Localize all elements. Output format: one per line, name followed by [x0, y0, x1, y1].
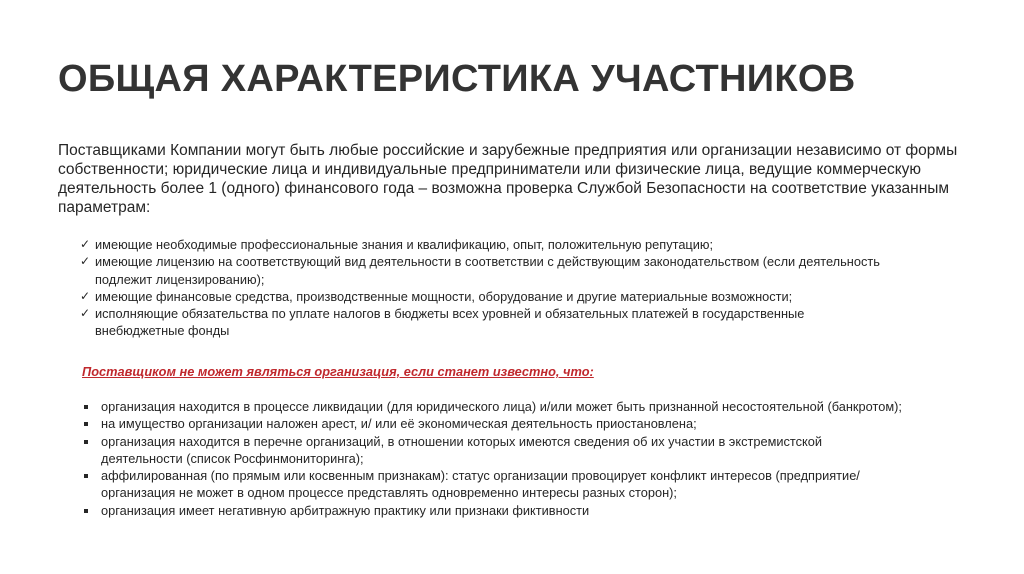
page-title: ОБЩАЯ ХАРАКТЕРИСТИКА УЧАСТНИКОВ — [58, 58, 856, 100]
list-item-text: организация находится в перечне организаций, в отношении которых имеются сведения об их участии в экстремистской деятельности (список Росфинмониторинга); — [101, 433, 823, 466]
list-item-text: организация находится в процессе ликвидации (для юридического лица) и/или может быть признанной несостоятельной (банкротом); — [101, 399, 902, 414]
checkmark-icon: ✓ — [80, 306, 91, 321]
list-item — [80, 288, 880, 305]
square-bullet-icon — [84, 474, 88, 478]
warning-heading: Поставщиком не может являться организация, если станет известно, что: — [82, 364, 594, 379]
checkmark-icon: ✓ — [80, 288, 91, 303]
list-item-text: имеющие лицензию на соответствующий вид деятельности в соответствии с действующим законодательством (если деятельность подлежит лицензированию); — [95, 254, 880, 287]
checkmark-icon: ✓ — [80, 237, 91, 251]
list-item-text: на имущество организации наложен арест, и/ или её экономическая деятельность приостановлена; — [101, 416, 697, 432]
checkmark-icon: ✓ — [80, 254, 91, 269]
list-item — [82, 433, 902, 468]
list-item — [80, 305, 880, 340]
list-item — [82, 415, 902, 432]
list-item-text: исполняющие обязательства по уплате налогов в бюджеты всех уровней и обязательных платежей в государственные внебюджетные фонды — [95, 306, 805, 339]
list-item-text: имеющие финансовые средства, производственные мощности, оборудование и другие материальные возможности; — [95, 288, 793, 304]
square-bullet-icon — [84, 509, 88, 513]
list-item — [82, 398, 902, 415]
list-item — [82, 502, 902, 519]
square-bullet-icon — [84, 405, 88, 409]
requirements-checklist — [80, 236, 880, 340]
exclusion-list — [82, 398, 902, 519]
square-bullet-icon — [84, 440, 88, 444]
intro-paragraph: Поставщиками Компании могут быть любые российские и зарубежные предприятия или организации независимо от формы собственности; юридические лица и индивидуальные предприниматели или физические лица, ведущие коммерческую деятельность более 1 (одного) финансового года – возможна проверка Службой Безопасности на соответствие указанным параметрам: — [58, 142, 958, 216]
square-bullet-icon — [84, 422, 88, 426]
list-item — [80, 253, 880, 288]
list-item-text: имеющие необходимые профессиональные знания и квалификацию, опыт, положительную репутацию; — [95, 237, 714, 252]
list-item-text: организация имеет негативную арбитражную практику или признаки фиктивности — [101, 502, 590, 518]
list-item — [80, 236, 880, 253]
list-item — [82, 467, 902, 502]
list-item-text: аффилированная (по прямым или косвенным признакам): статус организации провоцирует конфликт интересов (предприятие/ организация не может в одном процессе представлять одновременно интересы разных сторон); — [101, 468, 860, 501]
